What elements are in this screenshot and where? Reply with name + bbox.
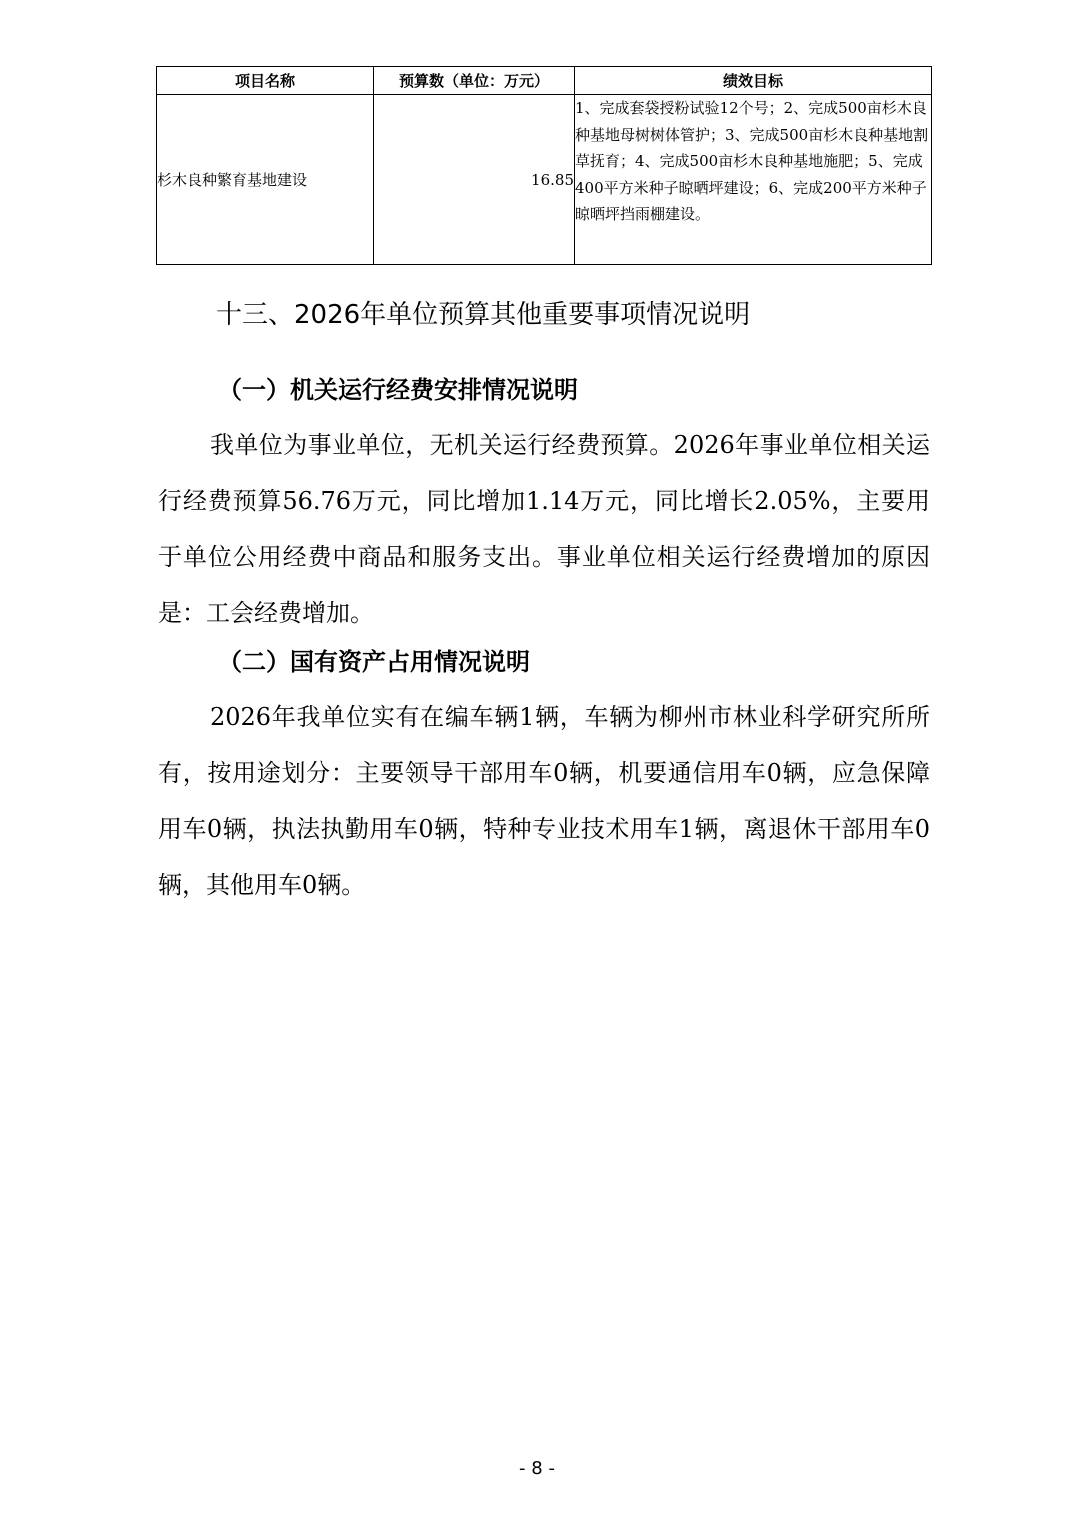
performance-goal-cell: 1、完成套袋授粉试验12个号；2、完成500亩杉木良种基地母树树体管护；3、完成500亩杉木良种基地割草抚育；4、完成500亩杉木良种基地施肥；5、完成400平方米种子晾晒坪建设；6、完成200平方米种子晾晒坪挡雨棚建设。 [575,95,932,265]
table-header-row [157,67,932,95]
header-project-name: 项目名称 [157,67,374,95]
project-name-cell: 杉木良种繁育基地建设 [157,95,374,265]
section-title: 十三、2026年单位预算其他重要事项情况说明 [216,300,751,330]
subsection-heading-state-assets: （二）国有资产占用情况说明 [218,648,530,676]
table-row [157,95,932,265]
header-performance-goal: 绩效目标 [575,67,932,95]
subsection-heading-operating-funds: （一）机关运行经费安排情况说明 [218,376,578,404]
paragraph-operating-funds: 我单位为事业单位，无机关运行经费预算。2026年事业单位相关运行经费预算56.76万元，同比增加1.14万元，同比增长2.05%，主要用于单位公用经费中商品和服务支出。事业单位相关运行经费增加的原因是：工会经费增加。 [158,431,930,627]
performance-table [156,66,932,265]
header-budget-amount: 预算数（单位：万元） [374,67,575,95]
page-number: - 8 - [519,1458,555,1479]
budget-amount-cell: 16.85 [374,95,575,265]
paragraph-state-assets: 2026年我单位实有在编车辆1辆，车辆为柳州市林业科学研究所所有，按用途划分：主要领导干部用车0辆，机要通信用车0辆，应急保障用车0辆，执法执勤用车0辆，特种专业技术用车1辆，离退休干部用车0辆，其他用车0辆。 [158,703,930,899]
